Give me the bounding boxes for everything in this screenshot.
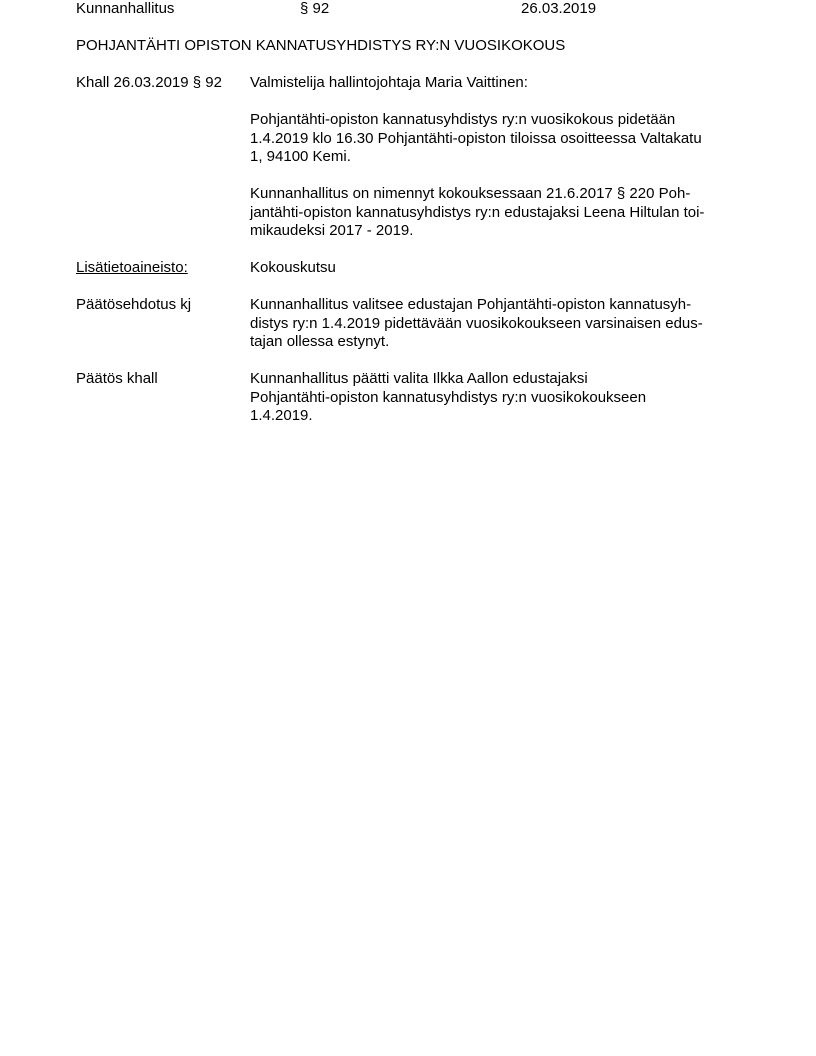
header-date: 26.03.2019 bbox=[521, 0, 597, 17]
paragraph-line: 1.4.2019 klo 16.30 Pohjantähti-opiston tiloissa osoitteessa Valtakatu bbox=[250, 129, 702, 147]
preparation-label: Khall 26.03.2019 § 92 bbox=[76, 74, 222, 91]
paragraph-line: 1.4.2019. bbox=[250, 407, 313, 424]
attachments-value: Kokouskutsu bbox=[250, 259, 336, 276]
paragraph-line: mikaudeksi 2017 - 2019. bbox=[250, 222, 414, 239]
proposal-label: Päätösehdotus kj bbox=[76, 296, 192, 313]
paragraph-line: Pohjantähti-opiston kannatusyhdistys ry:n vuosikokous pidetään bbox=[250, 111, 676, 128]
attachments-label: Lisätietoaineisto: bbox=[76, 259, 188, 276]
preparation-paragraph-1 bbox=[250, 111, 740, 167]
decision-text bbox=[250, 370, 740, 426]
paragraph-line: 1, 94100 Kemi. bbox=[250, 148, 351, 165]
paragraph-line: Kunnanhallitus valitsee edustajan Pohjantähti-opiston kannatusyh- bbox=[250, 296, 692, 313]
paragraph-line: jantähti-opiston kannatusyhdistys ry:n edustajaksi Leena Hiltulan toi- bbox=[250, 203, 705, 221]
decision-label: Päätös khall bbox=[76, 370, 158, 387]
paragraph-line: distys ry:n 1.4.2019 pidettävään vuosikokoukseen varsinaisen edus- bbox=[250, 314, 703, 332]
paragraph-line: Pohjantähti-opiston kannatusyhdistys ry:n vuosikokoukseen bbox=[250, 388, 647, 406]
preparer-line: Valmistelija hallintojohtaja Maria Vaittinen: bbox=[250, 74, 528, 91]
preparation-paragraph-2 bbox=[250, 185, 740, 241]
document-title: POHJANTÄHTI OPISTON KANNATUSYHDISTYS RY:N VUOSIKOKOUS bbox=[76, 37, 566, 54]
proposal-text bbox=[250, 296, 740, 352]
paragraph-line: tajan ollessa estynyt. bbox=[250, 333, 390, 350]
header-body-name: Kunnanhallitus bbox=[76, 0, 175, 17]
paragraph-line: Kunnanhallitus päätti valita Ilkka Aallon edustajaksi bbox=[250, 370, 588, 387]
paragraph-line: Kunnanhallitus on nimennyt kokouksessaan 21.6.2017 § 220 Poh- bbox=[250, 185, 691, 202]
header-section-number: § 92 bbox=[300, 0, 330, 17]
